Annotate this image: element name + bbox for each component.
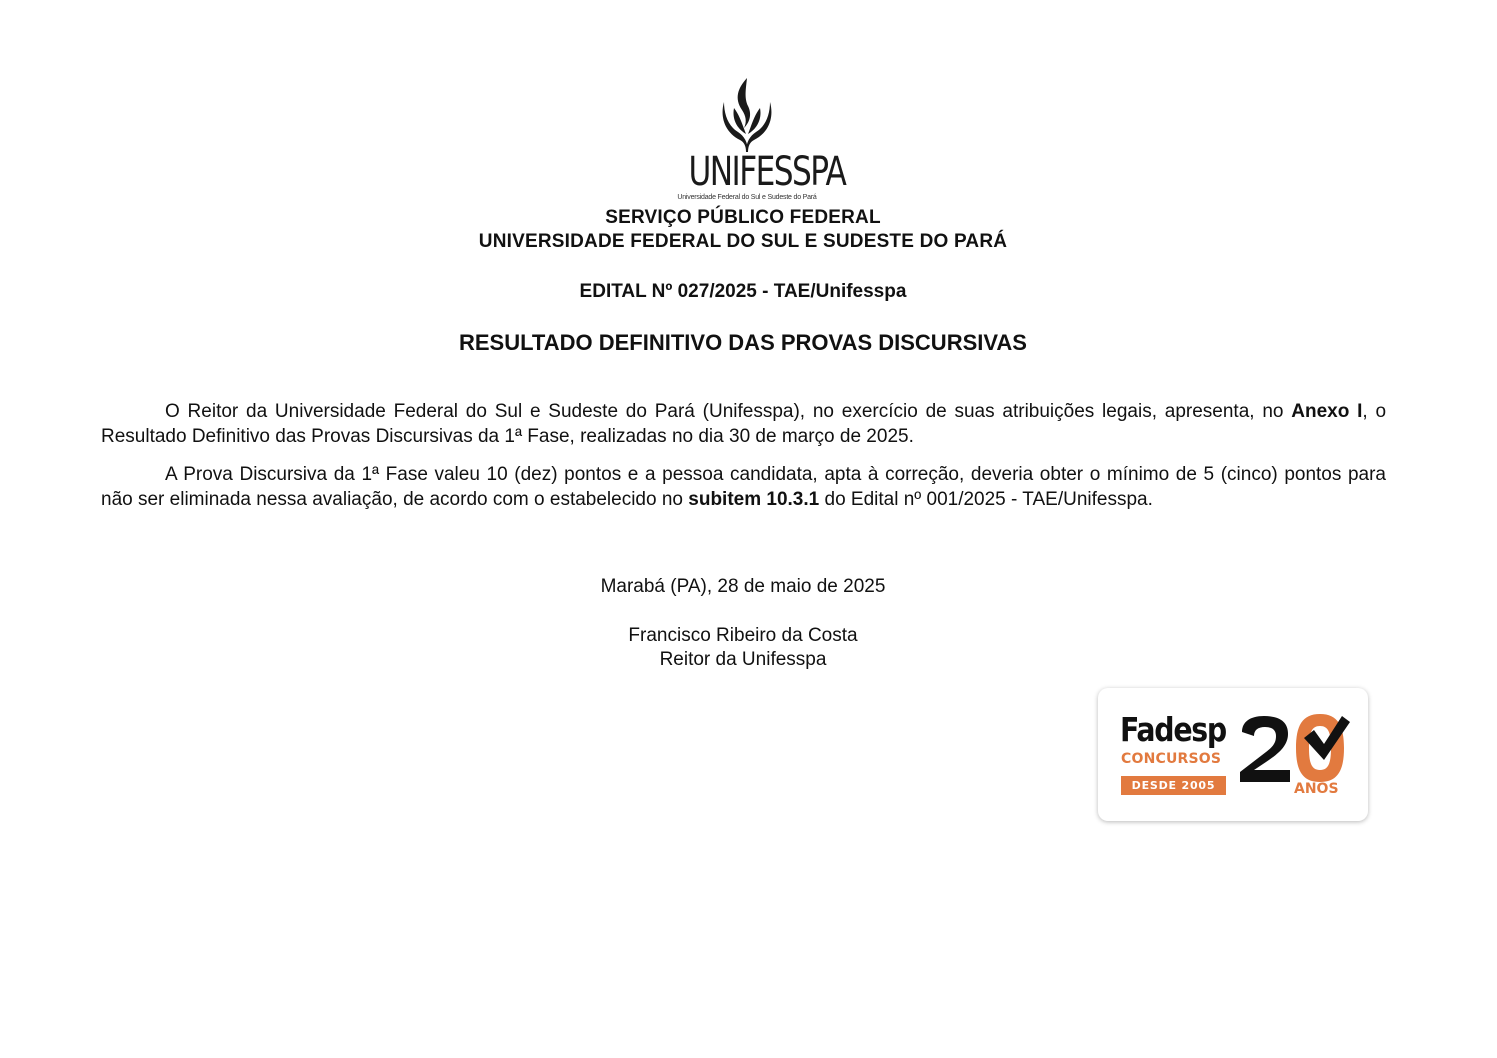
fadesp-desde-badge: DESDE 2005 bbox=[1121, 776, 1226, 795]
fadesp-concursos: CONCURSOS bbox=[1121, 751, 1222, 767]
paragraph-rules-bold: subitem 10.3.1 bbox=[688, 488, 820, 510]
edital-number: EDITAL Nº 027/2025 - TAE/Unifesspa bbox=[579, 281, 907, 302]
paragraph-intro-text-a: O Reitor da Universidade Federal do Sul e Sudeste do Pará (Unifesspa), no exercício de suas atribuições legais, apresenta, no bbox=[165, 401, 1292, 422]
paragraph-rules-text-a: A Prova Discursiva da 1ª Fase valeu 10 (dez) pontos e a pessoa candidata, apta à correção, deveria obter o mínimo de 5 (cinco) pontos para não ser eliminada nessa avaliação, de acordo com o estabelecido no bbox=[101, 464, 1386, 510]
flame-icon bbox=[720, 78, 774, 152]
place-date: Marabá (PA), 28 de maio de 2025 bbox=[600, 576, 886, 597]
logo-wordmark: UNIFESSPA bbox=[688, 149, 846, 195]
signatory-name: Francisco Ribeiro da Costa bbox=[628, 625, 858, 646]
paragraph-intro bbox=[101, 400, 1386, 449]
header-university: UNIVERSIDADE FEDERAL DO SUL E SUDESTE DO PARÁ bbox=[478, 231, 1008, 252]
fadesp-anos: ANOS bbox=[1294, 781, 1339, 797]
logo-subtitle: Universidade Federal do Sul e Sudeste do Pará bbox=[677, 194, 817, 201]
page-title: RESULTADO DEFINITIVO DAS PROVAS DISCURSIVAS bbox=[459, 330, 1027, 355]
paragraph-rules-text-b: do Edital nº 001/2025 - TAE/Unifesspa. bbox=[819, 488, 1153, 510]
header-service: SERVIÇO PÚBLICO FEDERAL bbox=[605, 207, 881, 228]
unifesspa-logo bbox=[672, 78, 846, 204]
paragraph-rules bbox=[101, 463, 1386, 512]
fadesp-badge bbox=[1098, 688, 1368, 821]
signatory-role: Reitor da Unifesspa bbox=[659, 649, 827, 670]
paragraph-intro-bold: Anexo I bbox=[1291, 401, 1363, 422]
paragraph-intro-text-b: , o Resultado Definitivo das Provas Discursivas da 1ª Fase, realizadas no dia 30 de março de 2025. bbox=[101, 401, 1387, 447]
fadesp-name: Fadesp bbox=[1120, 710, 1226, 749]
